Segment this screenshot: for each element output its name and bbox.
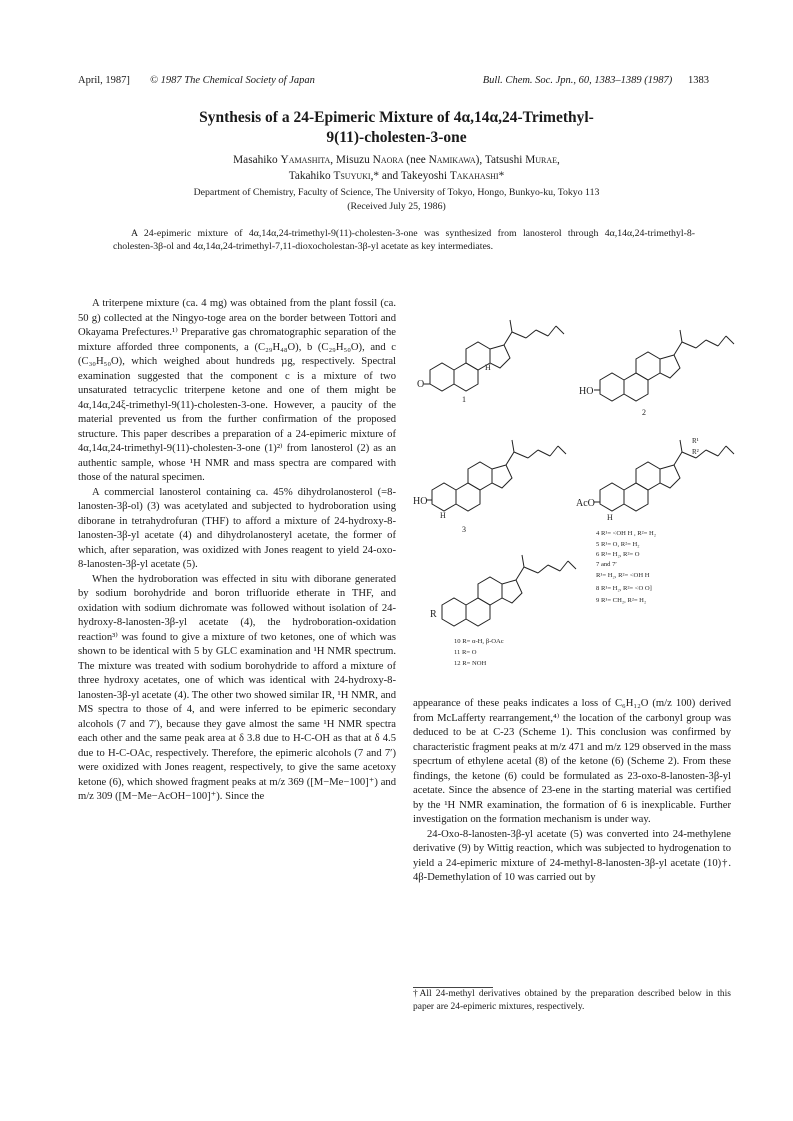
paragraph: 24-Oxo-8-lanosten-3β-yl acetate (5) was converted into 24-methylene derivative (9) by Wittig reaction, which was subjected to hydrogenation to yield a 24-epimeric mixture of 24-methyl-8-lanosten-3β-yl acetate (10)†. 4β-Demethylation of 10 was carried out by xyxy=(413,828,731,883)
compound-entry: 5 R¹= O, R²= H₂ xyxy=(596,541,640,548)
substituent-r1: R¹ xyxy=(692,437,699,445)
right-column xyxy=(413,697,731,886)
compound-number-1: 1 xyxy=(462,395,466,404)
compound-entry: 10 R= α-H, β-OAc xyxy=(454,638,504,645)
atom-label-h: H xyxy=(607,513,613,522)
author-text: (nee xyxy=(403,154,429,166)
atom-label-ho: HO xyxy=(579,386,594,397)
author-surname: Yamashita xyxy=(280,154,331,166)
structure-figure xyxy=(410,290,740,685)
affiliation xyxy=(0,186,793,213)
compound-entry: R¹= H₂, R²= <OH H xyxy=(596,572,650,579)
structure-1 xyxy=(424,320,564,391)
author-line-2 xyxy=(0,168,793,184)
author-surname: Takahashi xyxy=(449,170,499,182)
compound-entry: 7 and 7′ xyxy=(596,561,617,568)
compound-number-2: 2 xyxy=(642,408,646,417)
structure-10-12 xyxy=(442,555,576,626)
atom-label-aco: AcO xyxy=(576,498,595,509)
abstract: A 24-epimeric mixture of 4α,14α,24-trimethyl-9(11)-cholesten-3-one was synthesized from lanosterol through 4α,14α,24-trimethyl-8-cholesten-3β-ol and 4α,14α,24-trimethyl-7,11-dioxocholestan-3β-yl acetate as key intermediates. xyxy=(113,228,695,253)
atom-label-r: R xyxy=(430,609,437,620)
structure-2 xyxy=(594,330,734,401)
atom-label-h: H xyxy=(440,511,446,520)
compound-entry: 4 R¹= <OH H , R²= H₂ xyxy=(596,530,657,537)
compound-entry: 6 R¹= H₂, R²= O xyxy=(596,551,640,558)
page-number: 1383 xyxy=(688,75,709,86)
running-head-date: April, 1987] xyxy=(78,75,130,86)
received-date: (Received July 25, 1986) xyxy=(347,200,446,212)
footnote: †All 24-methyl derivatives obtained by the preparation described below in this paper are 24-epimeric mixtures, respectively. xyxy=(413,989,731,1012)
journal-ref: Bull. Chem. Soc. Jpn., 60, 1383–1389 (1987) xyxy=(482,75,673,86)
paragraph: A commercial lanosterol containing ca. 45% dihydrolanosterol (=8-lanosten-3β-ol) (3) was acetylated and subjected to hydroboration using diborane in tetrahydrofuran (THF) to afford a mixture of 24-hydroxy-8-lanosten-3β-yl acetate (4) and dihydrolanosteryl acetate, the former of which, after separation, was oxidized with Jones reagent to yield 24-oxo-8-lanosten-3β-yl acetate (5). xyxy=(78,486,396,570)
author-text: , Misuzu xyxy=(330,154,373,166)
substituent-r2: R² xyxy=(692,448,699,456)
affiliation-line: Department of Chemistry, Faculty of Science, The University of Tokyo, Hongo, Bunkyo-ku, Tokyo 113 xyxy=(193,187,600,198)
author-text: Masahiko xyxy=(233,154,281,166)
left-column xyxy=(78,297,396,805)
author-surname: Murae xyxy=(525,154,558,166)
title-line-1: Synthesis of a 24-Epimeric Mixture of 4α,14α,24-Trimethyl- xyxy=(199,109,594,126)
paragraph: A triterpene mixture (ca. 4 mg) was obtained from the plant fossil (ca. 50 g) collected at the Ningyo-toge area on the border between Tottori and Okayama Prefectures.¹⁾ Preparative gas chromatographic separation of the mixture afforded three components, a (C₂₉H₄₈O), b (C₂₉H₅₀O), and c (C₃₀H₅₀O), which weighed about hundreds µg, respectively. Spectral examination suggested that the component c is a mixture of two unsaturated tetracyclic triterpene ketone and one of them might be 4α,14α,24ξ-trimethyl-9(11)-cholesten-3-one. However, a paucity of the material prevented us from the further confirmation of the proposed structure. This paper describes a preparation of a 24-epimeric mixture of 4α,14α,24-trimethyl-9(11)-cholesten-3-one (1)²⁾ from lanosterol (2) as an authentic sample, whose ¹H NMR and mass spectra are compared with those of the natural specimen. xyxy=(78,298,396,483)
compound-entry: 9 R¹= CH₂, R²= H₂ xyxy=(596,597,647,604)
author-list xyxy=(0,152,793,184)
compound-entry: 8 R¹= H₂, R²= <O O] xyxy=(596,585,652,592)
atom-label-o: O xyxy=(417,379,425,390)
author-text: ), Tatsushi xyxy=(475,154,526,166)
journal-citation xyxy=(483,75,709,86)
author-text: * xyxy=(498,170,505,182)
compound-entry: 12 R= NOH xyxy=(454,660,487,667)
compound-number-3: 3 xyxy=(462,525,466,534)
compound-list-right xyxy=(596,530,656,604)
author-text: ,* and Takeyoshi xyxy=(370,170,450,182)
author-text: Takahiko xyxy=(288,170,334,182)
author-surname: Namikawa xyxy=(428,154,476,166)
title-line-2: 9(11)-cholesten-3-one xyxy=(326,129,467,146)
paragraph: appearance of these peaks indicates a loss of C₆H₁₂O (m/z 100) derived from McLafferty rearrangement,⁴⁾ the location of the carbonyl group was deduced to be at C-23 (Scheme 1). This conclusion was confirmed by characteristic fragment peaks at m/z 471 and m/z 129 observed in the mass specrtum of ethylene acetal (8) of the ketone (6) (Scheme 2). From these findings, the ketone (6) could be formulated as 23-oxo-8-lanosten-3β-yl acetate. Since the absence of 23-ene in the starting material was certified by the ¹H NMR examination, the formation of 6 is inexplicable. Further investigation on the formation mechanism is under way. xyxy=(413,698,731,825)
atom-label-ho: HO xyxy=(413,496,428,507)
article-title xyxy=(0,108,793,148)
paragraph: When the hydroboration was effected in situ with diborane generated by sodium borohydride and boron trifluoride etherate in THF, and oxidation with sodium dichromate was followed without isolation of 24-hydroxy-8-lanosten-3β-yl acetate (4), the hydroboration-oxidation reaction³⁾ was found to give a mixture of two ketones, one of which was shown to be identical with 5 by GLC examination and ¹H NMR spectrum. The mixture was treated with sodium borohydride to afford a mixture of three hydroxy acetates, one of which was identical with 24-hydroxy-8-lanosten-3β-yl acetate (4). The other two showed similar IR, ¹H NMR, and MS spectra to those of 4, and were inferred to be epimeric secondary alcohols (7 and 7′), because they gave almost the same ¹H NMR spectra each other and the same peak area at δ 3.8 due to H-C-OH as that at δ 4.5 due to H-C-OAc, respectively. Therefore, the epimeric alcohols (7 and 7′) were oxidized with Jones reagent, respectively, to give the same acetoxy ketone (6), which showed fragment peaks at m/z 369 ([M−Me−100]⁺) and m/z 309 ([M−Me−AcOH−100]⁺). Since the xyxy=(78,573,396,802)
copyright-line: © 1987 The Chemical Society of Japan xyxy=(150,75,315,86)
compound-entry: 11 R= O xyxy=(454,649,477,656)
author-line-1: Masahiko Yamashita, Misuzu Naora (nee Namikawa), Tatsushi Murae, xyxy=(233,154,560,166)
structure-4-9 xyxy=(594,440,734,511)
atom-label-h: H xyxy=(485,363,491,372)
structure-3 xyxy=(426,440,566,511)
compound-list-left xyxy=(454,638,504,667)
author-surname: Naora xyxy=(372,154,404,166)
author-surname: Tsuyuki xyxy=(333,170,371,182)
